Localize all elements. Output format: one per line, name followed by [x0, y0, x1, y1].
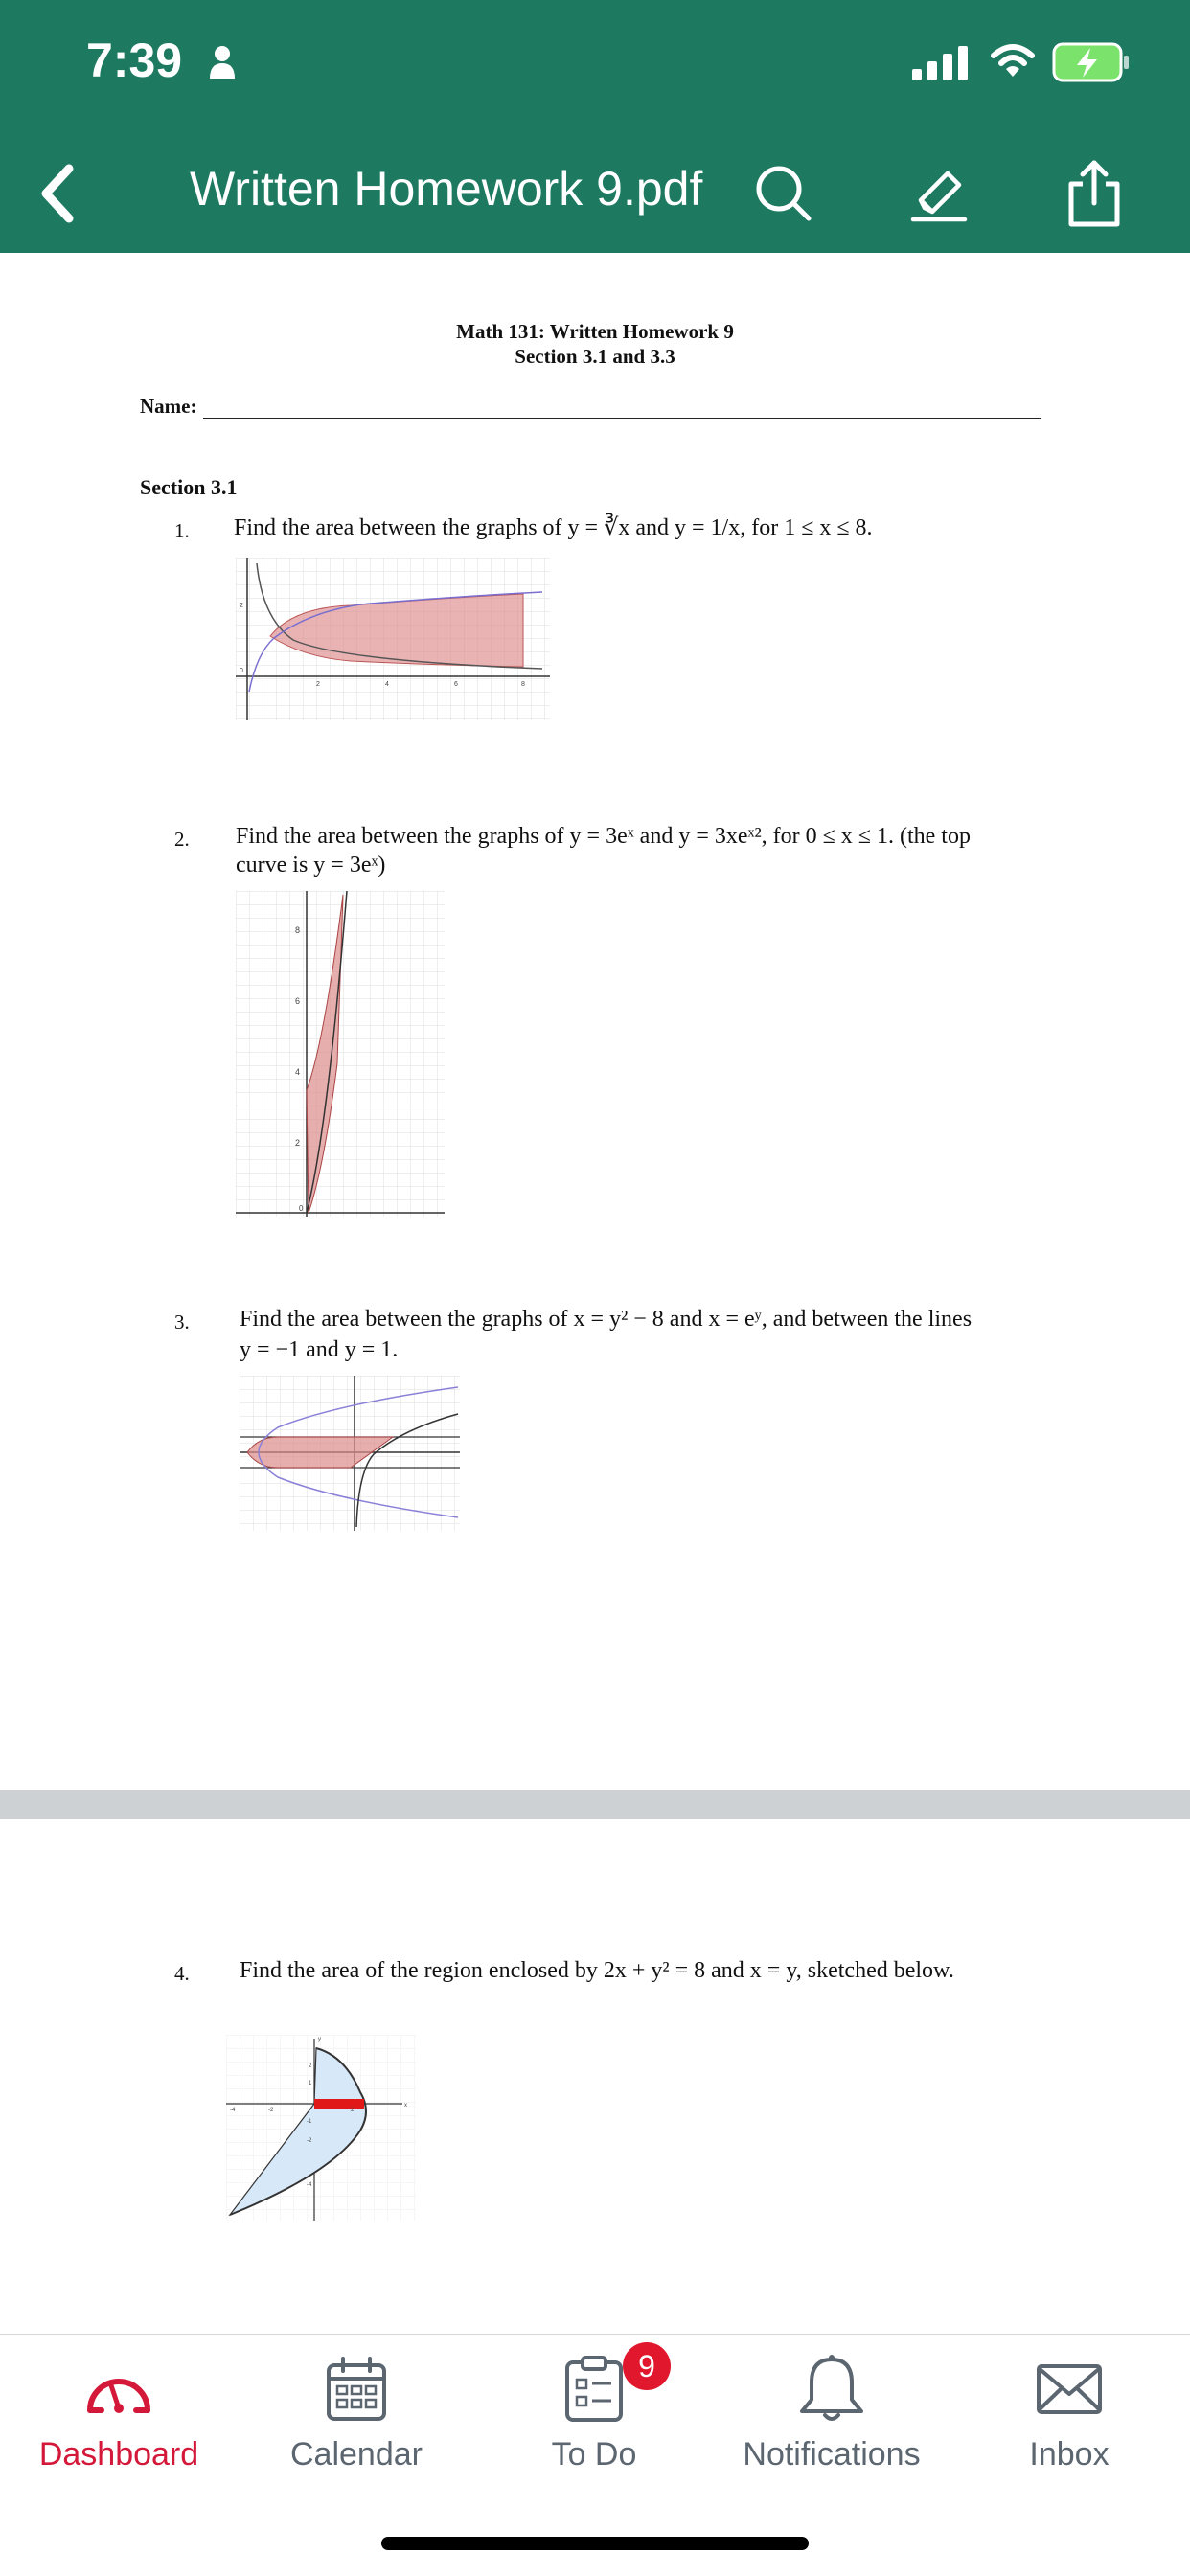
- name-label: Name:: [140, 395, 197, 418]
- problem-number: 3.: [174, 1311, 190, 1334]
- nav-bar: [0, 134, 1190, 253]
- envelope-icon: [1036, 2350, 1103, 2428]
- calendar-icon: [326, 2350, 387, 2428]
- tab-label: Dashboard: [38, 2436, 199, 2473]
- dashboard-gauge-icon: [82, 2350, 155, 2428]
- tab-label: Calendar: [290, 2436, 423, 2473]
- todo-count-badge: 9: [623, 2342, 671, 2390]
- pdf-viewer[interactable]: [0, 253, 1190, 2334]
- document-title: Written Homework 9.pdf: [190, 162, 703, 216]
- problem-2-graph: [236, 891, 445, 1217]
- problem-4-graph: [226, 2035, 416, 2221]
- status-bar: [0, 0, 1190, 134]
- person-icon: [209, 44, 236, 85]
- annotate-pen-icon[interactable]: [901, 155, 977, 232]
- tab-inbox[interactable]: [950, 2350, 1188, 2494]
- graph-1-tick: 2: [240, 603, 243, 609]
- document-header-title: Math 131: Written Homework 9: [456, 320, 734, 343]
- section-title: Section 3.1: [140, 475, 238, 499]
- graph-4-tick: -2: [268, 2108, 274, 2113]
- tab-label: Inbox: [1029, 2436, 1110, 2473]
- graph-2-tick: 8: [295, 925, 301, 935]
- graph-2-tick: 4: [295, 1067, 301, 1077]
- graph-1-tick: 6: [454, 681, 458, 688]
- tab-notifications[interactable]: [713, 2350, 950, 2494]
- graph-4-tick: -4: [307, 2182, 312, 2188]
- graph-4-tick: -4: [230, 2108, 236, 2113]
- graph-2-tick: 2: [295, 1138, 301, 1148]
- problem-number: 2.: [174, 828, 190, 851]
- wifi-icon: [991, 42, 1035, 83]
- graph-1-tick: 4: [385, 681, 389, 688]
- graph-4-axis-label: y: [318, 2037, 321, 2042]
- graph-4-tick: -2: [307, 2138, 312, 2144]
- problem-text: y = −1 and y = 1.: [240, 1337, 399, 1362]
- status-time: 7:39: [86, 34, 183, 87]
- graph-2-tick: 0: [299, 1204, 304, 1213]
- bell-icon: [798, 2350, 865, 2428]
- problem-text: Find the area between the graphs of y = 3eˣ and y = 3xeˣ², for 0 ≤ x ≤ 1. (the top: [236, 824, 971, 849]
- graph-1-tick: 2: [316, 681, 320, 688]
- document-header-subtitle: Section 3.1 and 3.3: [515, 345, 675, 368]
- problem-text: Find the area between the graphs of x = y² − 8 and x = eʸ, and between the lines: [240, 1307, 973, 1332]
- problem-3-graph: [240, 1376, 460, 1531]
- graph-1-tick: 8: [521, 681, 525, 688]
- name-line: [203, 418, 1041, 419]
- battery-charging-icon: [1052, 42, 1131, 87]
- tab-label: Notifications: [743, 2436, 921, 2473]
- share-icon[interactable]: [1056, 155, 1133, 232]
- graph-4-tick: -1: [307, 2119, 312, 2125]
- home-indicator[interactable]: [381, 2537, 809, 2550]
- graph-4-tick: 1: [309, 2081, 312, 2086]
- problem-text: Find the area of the region enclosed by 2x + y² = 8 and x = y, sketched below.: [240, 1958, 954, 1983]
- graph-1-tick: 0: [240, 668, 243, 674]
- search-icon[interactable]: [745, 155, 822, 232]
- signal-icon: [912, 46, 970, 85]
- graph-4-tick: 2: [351, 2108, 355, 2113]
- problem-text: Find the area between the graphs of y = ∛x and y = 1/x, for 1 ≤ x ≤ 8.: [234, 515, 873, 540]
- tab-label: To Do: [551, 2436, 637, 2473]
- tab-calendar[interactable]: [238, 2350, 475, 2494]
- tab-dashboard[interactable]: [0, 2350, 238, 2494]
- problem-1-graph: [236, 558, 550, 720]
- tab-todo[interactable]: [475, 2350, 713, 2494]
- problem-text: curve is y = 3eˣ): [236, 853, 386, 878]
- todo-clipboard-icon: [563, 2348, 655, 2428]
- graph-2-tick: 6: [295, 996, 301, 1006]
- page-separator: [0, 1790, 1190, 1819]
- graph-4-tick: 2: [309, 2063, 312, 2069]
- back-icon[interactable]: [29, 155, 86, 232]
- problem-number: 4.: [174, 1962, 190, 1985]
- problem-number: 1.: [174, 519, 190, 542]
- graph-4-axis-label: x: [404, 2103, 407, 2109]
